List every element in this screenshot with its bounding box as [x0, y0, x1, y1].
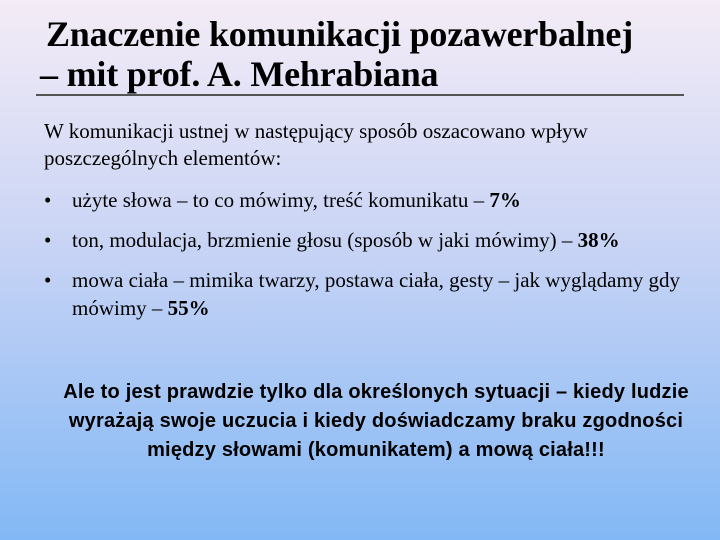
bullet-item-voice — [44, 226, 714, 254]
bullet-percentage: 55% — [167, 296, 210, 320]
slide-title-line-1: Znaczenie komunikacji pozawerbalnej — [46, 14, 633, 54]
bullet-text: mowa ciała – mimika twarzy, postawa ciała, gesty – jak wyglądamy gdy mówimy – — [72, 268, 681, 320]
bullet-icon: • — [44, 188, 52, 212]
bullet-text: ton, modulacja, brzmienie głosu (sposób w jaki mówimy) – — [72, 228, 578, 252]
bullet-item-body-language — [44, 266, 714, 322]
intro-text: W komunikacji ustnej w następujący sposób oszacowano wpływ poszczególnych elementów: — [44, 119, 588, 170]
conclusion-note: Ale to jest prawdzie tylko dla określonych sytuacji – kiedy ludzie wyrażają swoje uczucia i kiedy doświadczamy braku zgodności między słowami (komunikatem) a mową ciała!!! — [63, 381, 689, 461]
bullet-text: użyte słowa – to co mówimy, treść komunikatu – — [72, 188, 490, 212]
bullet-list — [44, 186, 714, 334]
bullet-icon: • — [44, 268, 52, 292]
bullet-item-words — [44, 186, 714, 214]
bullet-percentage: 38% — [577, 228, 620, 252]
bullet-icon: • — [44, 228, 52, 252]
title-underline — [36, 94, 684, 96]
bullet-percentage: 7% — [489, 188, 521, 212]
slide-title-line-2: – mit prof. A. Mehrabiana — [40, 54, 439, 94]
slide-title — [40, 14, 700, 94]
